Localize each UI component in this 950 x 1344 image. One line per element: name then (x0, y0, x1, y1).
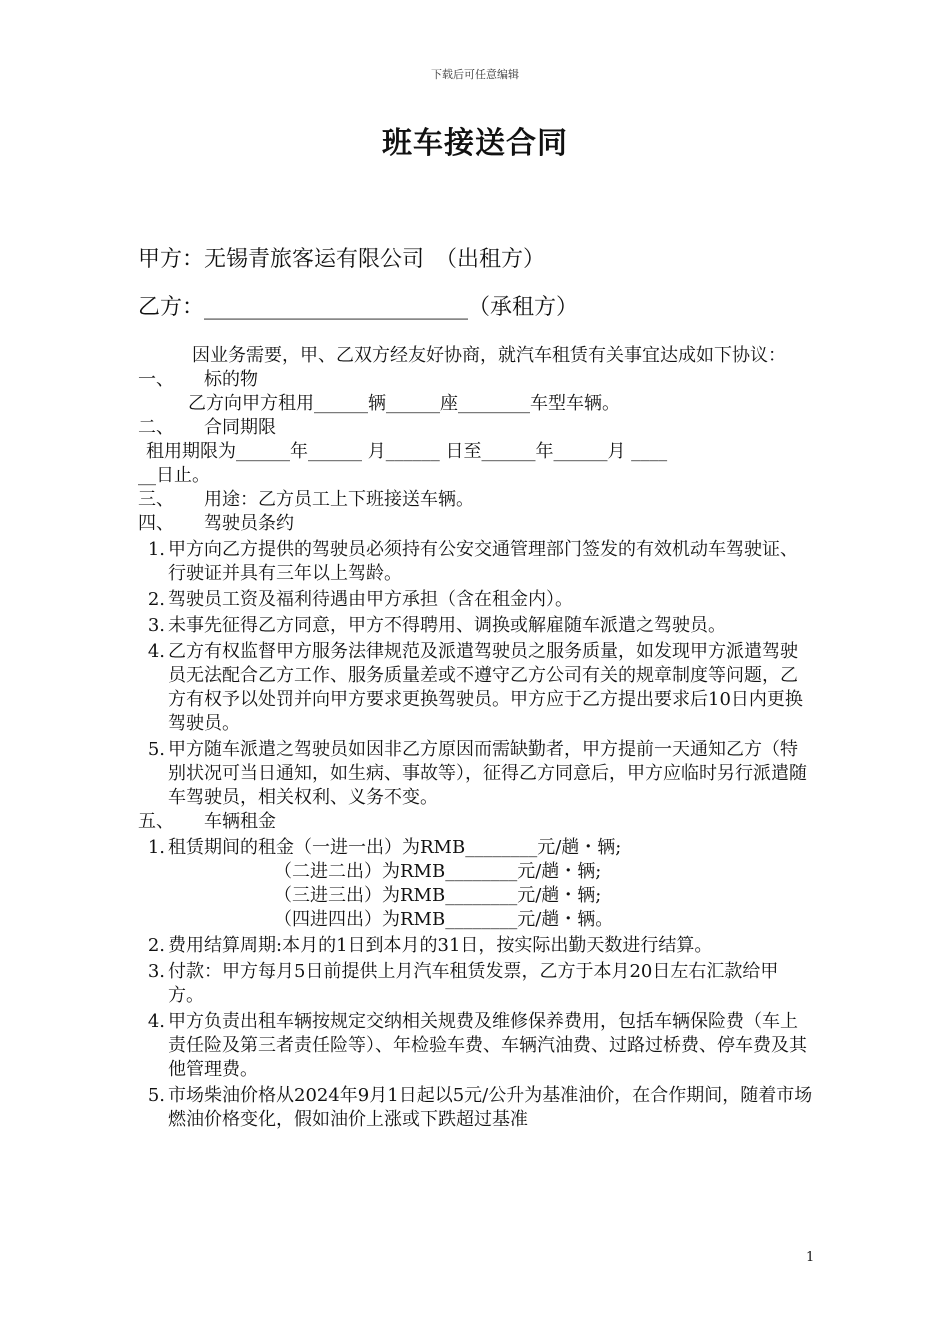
section-2-content-line1: 租用期限为______年______ 月______ 日至______年______月 ____ (146, 441, 668, 462)
section-2-heading (138, 416, 814, 440)
item-number: 4. (147, 641, 165, 662)
section-3-heading (138, 488, 814, 512)
list-item (138, 1084, 814, 1132)
item-text: 甲方负责出租车辆按规定交纳相关规费及维修保养费用，包括车辆保险费（车上责任险及第三者责任险等）、年检验车费、车辆汽油费、过路过桥费、停车费及其他管理费。 (168, 1011, 807, 1080)
section-2-content-line2: __日止。 (138, 465, 210, 486)
document-title: 班车接送合同 (382, 126, 568, 161)
party-a: 甲方：无锡青旅客运有限公司 （出租方） (138, 247, 546, 272)
section-number: 二、 (138, 417, 174, 438)
list-item (138, 960, 814, 1008)
contract-body (138, 344, 814, 1132)
section-5-heading (138, 810, 814, 834)
list-item (138, 836, 814, 860)
section-title: 合同期限 (204, 417, 276, 438)
section-title: 标的物 (204, 369, 258, 390)
item-text: 乙方有权监督甲方服务法律规范及派遣驾驶员之服务质量，如发现甲方派遣驾驶员无法配合乙方工作、服务质量差或不遵守乙方公司有关的规章制度等问题，乙方有权予以处罚并向甲方要求更换驾驶员。甲方应于乙方提出要求后10日内更换驾驶员。 (168, 641, 803, 734)
item-number: 3. (147, 961, 165, 982)
section-4-heading (138, 512, 814, 536)
intro-paragraph: 因业务需要，甲、乙双方经友好协商，就汽车租赁有关事宜达成如下协议： (192, 345, 786, 366)
item-number: 1. (147, 837, 165, 858)
page-number: 1 (806, 1250, 815, 1265)
list-item (138, 614, 814, 638)
item-number: 5. (147, 739, 165, 760)
rent-line: （二进二出）为RMB________元/趟・辆; (274, 861, 602, 882)
list-item (138, 640, 814, 736)
list-item (138, 738, 814, 810)
list-item (138, 588, 814, 612)
list-item (138, 538, 814, 586)
list-item (138, 934, 814, 958)
item-text: 甲方随车派遣之驾驶员如因非乙方原因而需缺勤者，甲方提前一天通知乙方（特别状况可当日通知，如生病、事故等），征得乙方同意后，甲方应临时另行派遣随车驾驶员，相关权利、义务不变。 (168, 739, 807, 808)
item-text: 租赁期间的租金（一进一出）为RMB________元/趟・辆; (168, 837, 622, 858)
item-text: 驾驶员工资及福利待遇由甲方承担（含在租金内）。 (168, 589, 573, 610)
section-1-heading (138, 368, 814, 392)
item-number: 3. (147, 615, 165, 636)
section-number: 一、 (138, 369, 174, 390)
item-number: 5. (147, 1085, 165, 1106)
item-text: 甲方向乙方提供的驾驶员必须持有公安交通管理部门签发的有效机动车驾驶证、行驶证并具有三年以上驾龄。 (168, 539, 798, 584)
section-number: 五、 (138, 811, 174, 832)
rent-line: （四进四出）为RMB________元/趟・辆。 (274, 909, 614, 930)
item-text: 付款：甲方每月5日前提供上月汽车租赁发票，乙方于本月20日左右汇款给甲方。 (168, 961, 779, 1006)
section-number: 四、 (138, 513, 174, 534)
section-title: 驾驶员条约 (204, 513, 294, 534)
section-title: 车辆租金 (204, 811, 276, 832)
item-text: 未事先征得乙方同意，甲方不得聘用、调换或解雇随车派遣之驾驶员。 (168, 615, 726, 636)
item-number: 2. (147, 935, 165, 956)
section-title: 用途：乙方员工上下班接送车辆。 (204, 489, 474, 510)
item-number: 4. (147, 1011, 165, 1032)
list-item (138, 1010, 814, 1082)
header-note: 下载后可任意编辑 (431, 68, 519, 81)
section-number: 三、 (138, 489, 174, 510)
party-b: 乙方：________________________（承租方） (138, 295, 579, 320)
item-text: 市场柴油价格从2024年9月1日起以5元/公升为基准油价，在合作期间，随着市场燃油价格变化，假如油价上涨或下跌超过基准 (168, 1085, 813, 1130)
rent-line: （三进三出）为RMB________元/趟・辆; (274, 885, 602, 906)
section-1-content: 乙方向甲方租用______辆______座________车型车辆。 (188, 393, 620, 414)
item-number: 1. (147, 539, 165, 560)
item-text: 费用结算周期:本月的1日到本月的31日，按实际出勤天数进行结算。 (168, 935, 713, 956)
item-number: 2. (147, 589, 165, 610)
